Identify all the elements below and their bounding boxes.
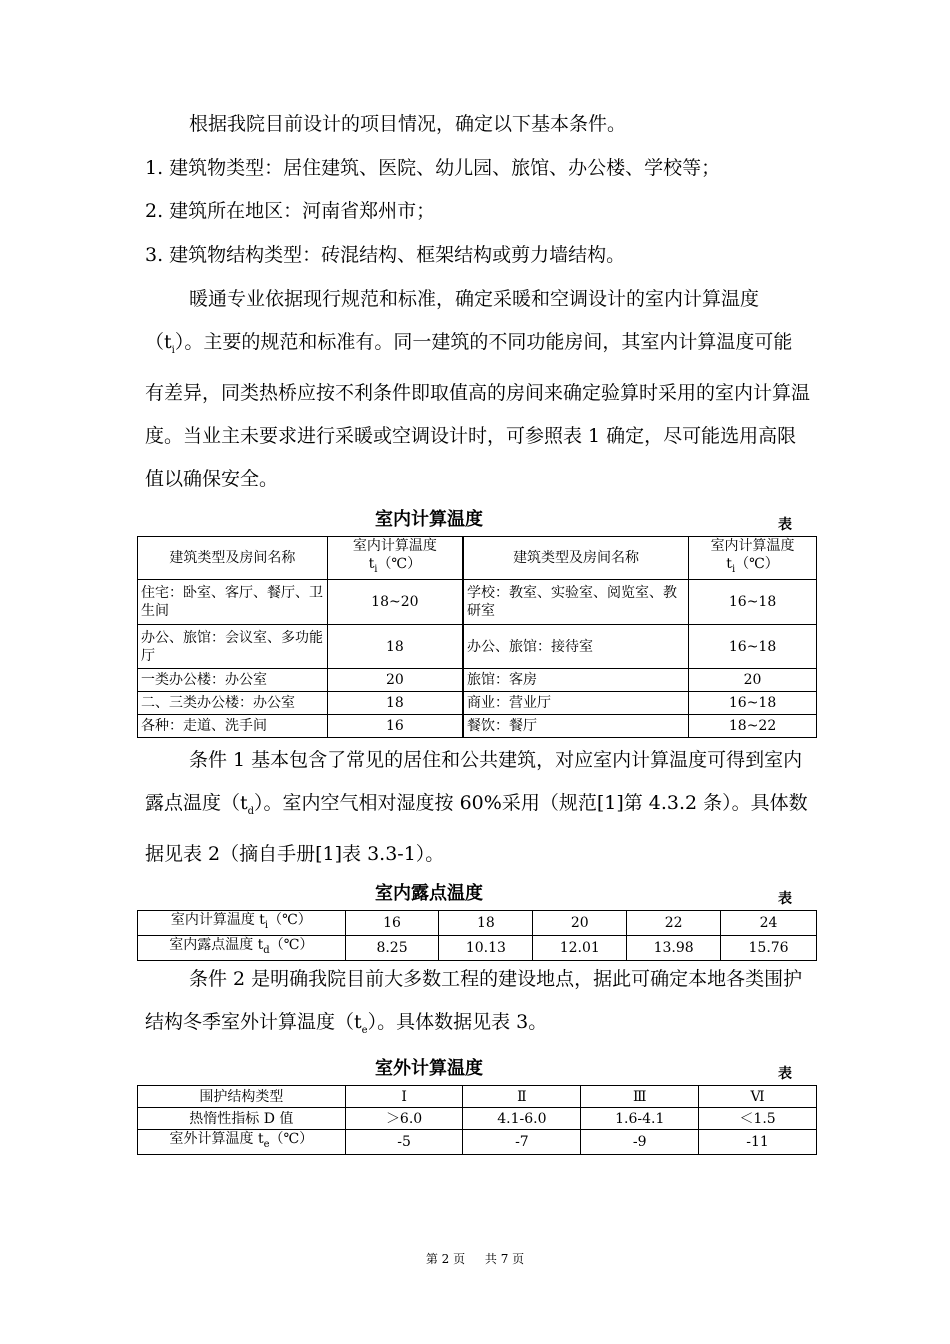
- table-cell: -7: [463, 1130, 581, 1155]
- row-label-outdoor-temp: 室外计算温度 $t_e(℃)$: [138, 1130, 346, 1155]
- table-row: [138, 1086, 817, 1108]
- row-label-dew-point: 室内露点温度 $t_d(℃)$: [138, 935, 346, 960]
- table-cell: 12.01: [533, 935, 627, 960]
- table2-tag: 表: [778, 891, 792, 907]
- table-row: [138, 692, 817, 715]
- row-label-thermal-inertia: 热惰性指标 D 值: [138, 1108, 346, 1130]
- table-cell: 办公、旅馆：接待室: [463, 625, 689, 669]
- table-cell: 18: [439, 911, 533, 936]
- table3-tag: 表: [778, 1066, 792, 1082]
- table-cell: 16: [345, 911, 439, 936]
- table-cell: 8.25: [345, 935, 439, 960]
- table-cell: 16: [327, 715, 463, 738]
- table-cell: 旅馆：客房: [463, 669, 689, 692]
- table-cell: -9: [581, 1130, 699, 1155]
- table-row: [138, 935, 817, 960]
- table-cell: 20: [533, 911, 627, 936]
- table-cell: 18~20: [327, 580, 463, 625]
- table-cell: 商业：营业厅: [463, 692, 689, 715]
- table-cell: 办公、旅馆：会议室、多功能厅: [138, 625, 328, 669]
- table-cell: ＜1.5: [699, 1108, 817, 1130]
- table1-tag: 表: [778, 517, 792, 533]
- table-cell: Ⅰ: [345, 1086, 463, 1108]
- outdoor-temp-table: [137, 1085, 817, 1155]
- table-cell: Ⅲ: [581, 1086, 699, 1108]
- table-cell: 各种：走道、洗手间: [138, 715, 328, 738]
- paragraph-dew-point: 条件 1 基本包含了常见的居住和公共建筑，对应室内计算温度可得到室内露点温度$(t_d)$。室内空气相对湿度按 60%采用（规范[1]第 4.3.2 条）。具体数据见表 2（摘自手册[1]表 3.3-1）。: [145, 749, 808, 865]
- table-row: [138, 715, 817, 738]
- intro-text: 根据我院目前设计的项目情况，确定以下基本条件。: [189, 113, 627, 135]
- table-row: [138, 625, 817, 669]
- table-cell: 20: [327, 669, 463, 692]
- paragraph-outdoor-temp: 条件 2 是明确我院目前大多数工程的建设地点，据此可确定本地各类围护结构冬季室外计算温度$(t_e)$。具体数据见表 3。: [145, 968, 803, 1036]
- table1-caption: 室内计算温度: [375, 509, 483, 530]
- table-cell: 22: [627, 911, 721, 936]
- table-cell: 餐饮：餐厅: [463, 715, 689, 738]
- table-cell: 10.13: [439, 935, 533, 960]
- table-cell: 20: [689, 669, 817, 692]
- table-cell: 15.76: [721, 935, 817, 960]
- header-name: 建筑类型及房间名称: [138, 537, 328, 580]
- page-total: 共 7 页: [484, 1252, 525, 1266]
- table-cell: 1.6-4.1: [581, 1108, 699, 1130]
- table-row: [138, 1130, 817, 1155]
- table-cell: 18: [327, 692, 463, 715]
- table-cell: 16~18: [689, 692, 817, 715]
- header-temp-2: 室内计算温度 $t_i(℃)$: [689, 537, 817, 580]
- table-cell: 13.98: [627, 935, 721, 960]
- table-row: [138, 580, 817, 625]
- row-label-structure-type: 围护结构类型: [138, 1086, 346, 1108]
- table-cell: 学校：教室、实验室、阅览室、教研室: [463, 580, 689, 625]
- table2-caption: 室内露点温度: [375, 883, 483, 904]
- table-cell: 24: [721, 911, 817, 936]
- table-row: [138, 911, 817, 936]
- table-row: [138, 669, 817, 692]
- table-cell: -11: [699, 1130, 817, 1155]
- page-number: 第 2 页: [425, 1252, 466, 1266]
- table-cell: -5: [345, 1130, 463, 1155]
- table-cell: 住宅：卧室、客厅、餐厅、卫生间: [138, 580, 328, 625]
- table-cell: Ⅱ: [463, 1086, 581, 1108]
- table-cell: ＞6.0: [345, 1108, 463, 1130]
- table-cell: 16~18: [689, 625, 817, 669]
- header-name-2: 建筑类型及房间名称: [463, 537, 689, 580]
- table-cell: 一类办公楼：办公室: [138, 669, 328, 692]
- table-cell: 二、三类办公楼：办公室: [138, 692, 328, 715]
- table-cell: 18~22: [689, 715, 817, 738]
- header-temp: 室内计算温度 $t_i(℃)$: [327, 537, 463, 580]
- table3-caption: 室外计算温度: [375, 1058, 483, 1079]
- table-cell: 4.1-6.0: [463, 1108, 581, 1130]
- table-header-row: [138, 537, 817, 580]
- paragraph-indoor-temp: 暖通专业依据现行规范和标准，确定采暖和空调设计的室内计算温度$(t_i)$。主要的规范和标准有。同一建筑的不同功能房间，其室内计算温度可能有差异，同类热桥应按不利条件即取值高的房间来确定验算时采用的室内计算温度。当业主未要求进行采暖或空调设计时，可参照表 1 确定，尽可能选用高限值以确保安全。: [145, 288, 811, 490]
- table-cell: 18: [327, 625, 463, 669]
- page-footer: [0, 1250, 950, 1267]
- condition-3: 3. 建筑物结构类型：砖混结构、框架结构或剪力墙结构。: [145, 244, 626, 266]
- indoor-temp-table: [137, 536, 817, 738]
- dew-point-table: [137, 910, 817, 961]
- table-cell: Ⅵ: [699, 1086, 817, 1108]
- condition-2: 2. 建筑所在地区：河南省郑州市；: [145, 200, 436, 222]
- table-cell: 16~18: [689, 580, 817, 625]
- row-label-indoor-temp: 室内计算温度 $t_i(℃)$: [138, 911, 346, 936]
- table-row: [138, 1108, 817, 1130]
- condition-1: 1. 建筑物类型：居住建筑、医院、幼儿园、旅馆、办公楼、学校等；: [145, 157, 721, 179]
